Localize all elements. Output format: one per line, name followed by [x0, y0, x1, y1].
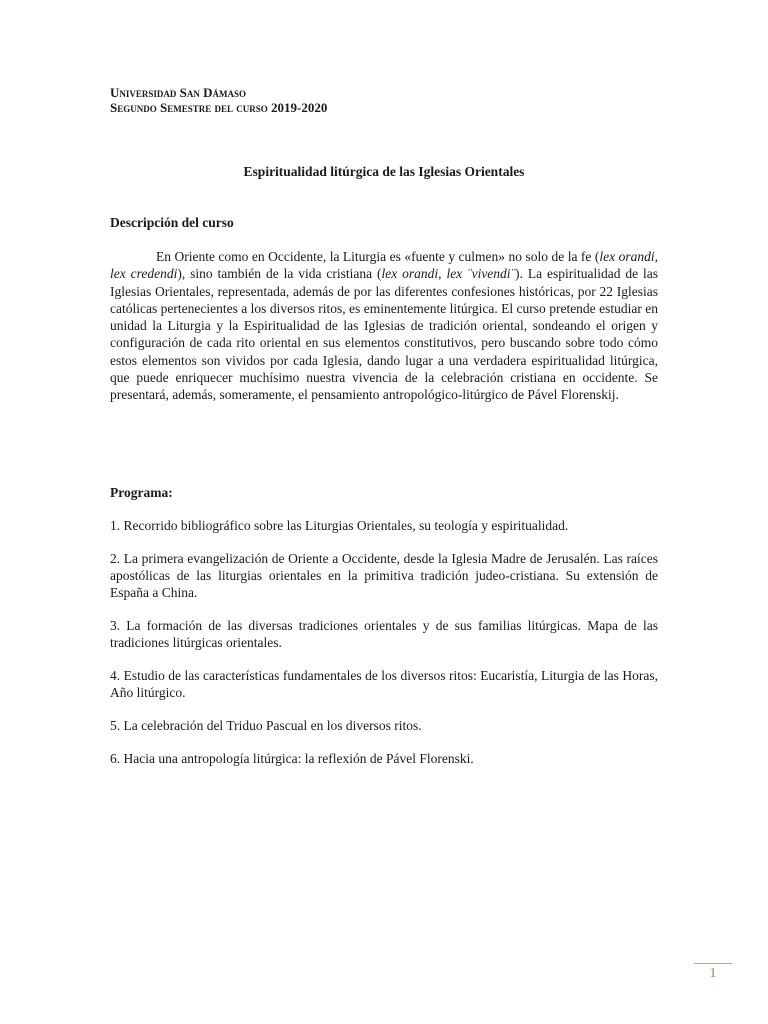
university-name: Universidad San Dámaso [110, 85, 247, 100]
program-item-6: 6. Hacia una antropología litúrgica: la reflexión de Pável Florenski. [110, 751, 474, 766]
program-item-4: 4. Estudio de las características fundamentales de los diversos ritos: Eucaristía, Liturgia de las Horas, Año litúrgico. [110, 668, 658, 700]
program-item-5: 5. La celebración del Triduo Pascual en los diversos ritos. [110, 718, 422, 733]
course-title: Espiritualidad litúrgica de las Iglesias Orientales [243, 164, 525, 179]
description-paragraph [110, 248, 658, 404]
program-item-3: 3. La formación de las diversas tradiciones orientales y de sus familias litúrgicas. Mapa de las tradiciones litúrgicas orientales. [110, 618, 658, 650]
desc-text-2: ), sino también de la vida cristiana ( [177, 266, 382, 282]
program-item-2: 2. La primera evangelización de Oriente a Occidente, desde la Iglesia Madre de Jerusalén. Las raíces apostólicas de las liturgias orientales en la primitiva tradición judeo-cristiana. Su extensión de España a China. [110, 551, 658, 600]
desc-text-3: ). La espiritualidad de las Iglesias Orientales, representada, además de por las diferentes confesiones históricas, por 22 Iglesias católicas pertenecientes a los diversos ritos, es eminentemente litúrgica. El curso pretende estudiar en unidad la Liturgia y la Espiritualidad de las Iglesias de tradición oriental, sondeando el origen y configuración de cada rito oriental en sus elementos constitutivos, pero buscando sobre todo cómo estos elementos son vividos por cada Iglesia, dando lugar a una verdadera espiritualidad litúrgica, que puede enriquecer muchísimo nuestra vivencia de la celebración cristiana en occidente. Se presentará, además, someramente, el pensamiento antropológico-litúrgico de Pável Florenskij. [110, 266, 658, 403]
document-header [110, 85, 327, 115]
program-list [110, 517, 658, 783]
desc-italic-2: lex orandi, lex ¨vivendi¨ [381, 266, 516, 282]
footer-rule [694, 963, 732, 964]
page-number: 1 [709, 966, 717, 981]
semester-line: Segundo Semestre del curso 2019-2020 [110, 100, 328, 115]
desc-text-1: En Oriente como en Occidente, la Liturgia es «fuente y culmen» no solo de la fe ( [156, 249, 600, 264]
program-heading: Programa: [110, 485, 173, 500]
description-heading: Descripción del curso [110, 215, 234, 230]
desc-italic-1: lex orandi, lex credendi [110, 249, 658, 282]
program-item-1: 1. Recorrido bibliográfico sobre las Liturgias Orientales, su teología y espiritualidad. [110, 518, 569, 533]
